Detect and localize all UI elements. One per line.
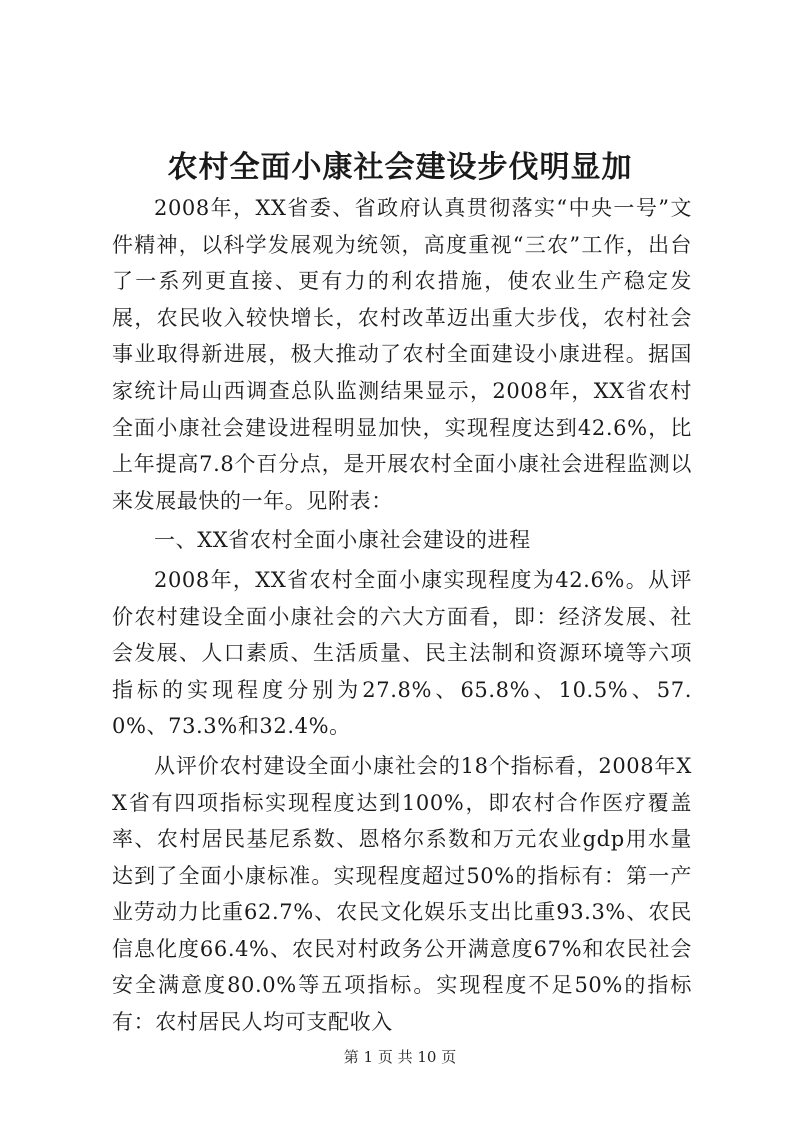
section-heading: 一、XX省农村全面小康社会建设的进程 — [154, 528, 531, 553]
paragraph-indicators: 从评价农村建设全面小康社会的18个指标看，2008年XX省有四项指标实现程度达到100%，即农村合作医疗覆盖率、农村居民基尼系数、恩格尔系数和万元农业gdp用水量达到了全面小康标准。实现程度超过50%的指标有：第一产业劳动力比重62.7%、农民文化娱乐支出比重93.3%、农民信息化度66.4%、农民对村政务公开满意度67%和农民社会安全满意度80.0%等五项指标。实现程度不足50%的指标有：农村居民人均可支配收入 — [112, 753, 692, 1035]
paragraph-overview: 2008年，XX省农村全面小康实现程度为42.6%。从评价农村建设全面小康社会的六大方面看，即：经济发展、社会发展、人口素质、生活质量、民主法制和资源环境等六项指标的实现程度分别为27.8%、65.8%、10.5%、57.0%、73.3%和32.4%。 — [112, 567, 692, 739]
paragraph-intro: 2008年，XX省委、省政府认真贯彻落实“中央一号”文件精神，以科学发展观为统领，高度重视“三农”工作，出台了一系列更直接、更有力的利农措施，使农业生产稳定发展，农民收入较快增长，农村改革迈出重大步伐，农村社会事业取得新进展，极大推动了农村全面建设小康进程。据国家统计局山西调查总队监测结果显示，2008年，XX省农村全面小康社会建设进程明显加快，实现程度达到42.6%，比上年提高7.8个百分点，是开展农村全面小康社会进程监测以来发展最快的一年。见附表： — [112, 196, 692, 513]
document-title: 农村全面小康社会建设步伐明显加 — [167, 150, 633, 185]
document-body — [112, 190, 692, 1041]
page-number-footer: 第 1 页 共 10 页 — [343, 1048, 457, 1066]
